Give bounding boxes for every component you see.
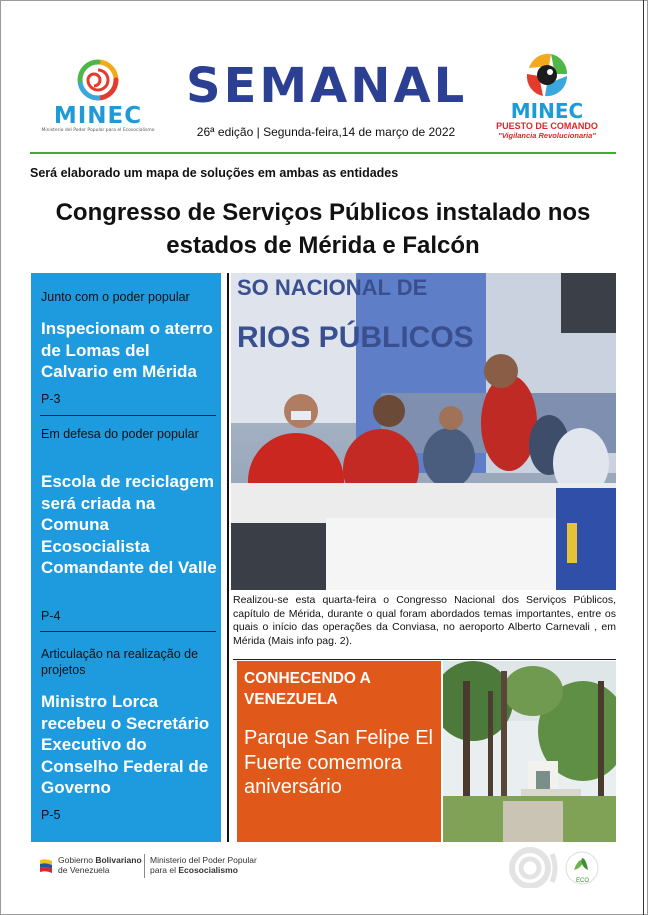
park-photo[interactable] (443, 661, 616, 842)
gov-line2: de Venezuela (58, 865, 110, 875)
sidebar-item-page[interactable]: P-4 (41, 609, 61, 623)
header-divider (30, 152, 616, 154)
puesto-de-comando-text: PUESTO DE COMANDO (496, 121, 598, 131)
svg-text:RIOS PÚBLICOS: RIOS PÚBLICOS (237, 321, 474, 354)
venezuela-flag-icon (38, 858, 54, 876)
minec-wordmark-right: MINEC (510, 99, 584, 123)
ministry-line1: Ministerio del Poder Popular (150, 855, 257, 865)
sidebar-item-label: Junto com o poder popular (41, 290, 190, 304)
gov-text (58, 855, 142, 875)
photo-banner-text: SO NACIONAL DE (237, 275, 428, 300)
masthead-title: SEMANAL (186, 58, 468, 114)
sidebar-divider (40, 415, 216, 416)
government-footer[interactable] (38, 852, 258, 884)
lead-kicker: Será elaborado um mapa de soluções em ambas as entidades (30, 166, 399, 180)
minec-tagline: Ministerio del Poder Popular para el Ecosocialismo (41, 128, 155, 133)
caption-divider (233, 659, 616, 660)
sidebar-divider (40, 631, 216, 632)
sidebar-item-title[interactable]: Inspecionam o aterro de Lomas del Calvario em Mérida (41, 319, 213, 381)
lead-headline[interactable]: Congresso de Serviços Públicos instalado nos estados de Mérida e Falcón (55, 199, 591, 259)
gov-line1-bold: Bolivariano (95, 855, 142, 865)
gov-line1-prefix: Gobierno (58, 855, 96, 865)
sidebar-item-title[interactable]: Ministro Lorca recebeu o Secretário Executivo do Conselho Federal de Governo (41, 692, 210, 797)
eco-mark-text: ECO (576, 878, 590, 884)
eco-footer-mark (508, 846, 618, 888)
minec-logo[interactable] (38, 58, 158, 140)
feature-kicker: CONHECENDO A VENEZUELA (244, 670, 371, 708)
congress-meeting-photo[interactable] (231, 273, 616, 590)
spiral-icon (76, 58, 120, 102)
sidebar-item-label: Articulação na realização de projetos (41, 647, 199, 677)
feature-title[interactable]: Parque San Felipe El Fuerte comemora aniversário (244, 727, 434, 798)
edition-line: 26ª edição | Segunda-feira,14 de março de 2022 (196, 125, 456, 139)
minec-wordmark: MINEC (53, 103, 143, 129)
vigilancia-tagline: "Vigilancia Revolucionaria" (498, 131, 596, 140)
column-divider (227, 273, 229, 842)
photo-caption: Realizou-se esta quarta-feira o Congresso Nacional dos Serviços Públicos, capítulo de Mérida, durante o qual foram abordados temas importantes, entre os quais o início das operações da Conviasa, no aeroporto Alberto Carnevali , em Mérida (Mais info pag. 2). (233, 594, 616, 647)
ministry-text (150, 855, 257, 875)
ministry-line2-bold: Ecosocialismo (178, 865, 238, 875)
footer-divider (144, 854, 145, 878)
sidebar-item-title[interactable]: Escola de reciclagem será criada na Comuna Ecosocialista Comandante del Valle (41, 472, 217, 577)
sidebar-item-label: Em defesa do poder popular (41, 427, 199, 441)
eye-icon (521, 50, 573, 100)
sidebar-item-page[interactable]: P-5 (41, 808, 61, 822)
sidebar-item-page[interactable]: P-3 (41, 392, 61, 406)
puesto-de-comando-logo[interactable] (482, 50, 612, 148)
page-edge-rule (643, 0, 644, 915)
ministry-line2-prefix: para el (150, 865, 179, 875)
